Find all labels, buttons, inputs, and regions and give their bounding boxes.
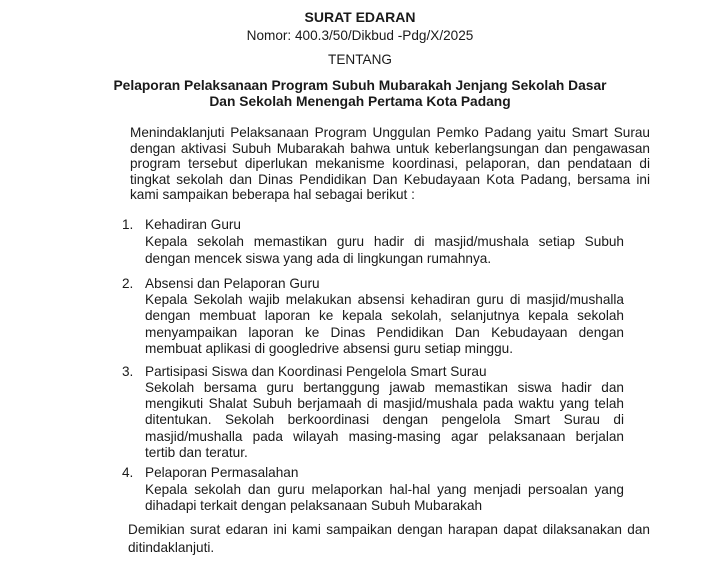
list-item [122,276,624,357]
item-line: ditentukan. Sekolah berkoordinasi dengan pengelola Smart Surau di [145,412,624,428]
item-number: 2. [122,276,134,291]
item-line: masjid/mushalla pada wilayah masing-masing agar pelaksanaan berjalan [145,428,624,444]
item-line: membuat aplikasi di googledrive absensi guru setiap minggu. [145,341,514,357]
document-title: SURAT EDARAN [304,9,416,25]
subject-line: Pelaporan Pelaksanaan Program Subuh Mubarakah Jenjang Sekolah Dasar [113,78,607,93]
paragraph-line: tingkat sekolah dan Dinas Pendidikan Dan Kebudayaan Kota Padang, bersama ini [130,171,650,187]
paragraph-line: program tersebut diperlukan mekanisme koordinasi, pelaporan, dan pendataan di [130,156,650,172]
item-line: dengan mencek siswa yang ada di lingkungan rumahnya. [145,251,492,266]
subject-line: Dan Sekolah Menengah Pertama Kota Padang [209,94,511,109]
item-line: Kepala Sekolah wajib melakukan absensi kehadiran guru di masjid/mushalla [145,292,624,307]
paragraph-line: Menindaklanjuti Pelaksanaan Program Unggulan Pemko Padang yaitu Smart Surau [130,125,650,140]
item-line: Kepala sekolah memastikan guru hadir di masjid/mushala setiap Subuh [145,234,624,249]
item-heading: Absensi dan Pelaporan Guru [145,276,320,291]
intro-paragraph [130,125,650,203]
item-line: tertib dan teratur. [145,444,248,460]
item-heading: Pelaporan Permasalahan [145,465,299,480]
item-number: 1. [122,217,134,232]
paragraph-line: kami sampaikan beberapa hal sebagai berikut : [130,187,415,203]
item-line: dihadapi terkait dengan pelaksanaan Subuh Mubarakah [145,498,483,513]
paragraph-line: Demikian surat edaran ini kami sampaikan dengan harapan dapat dilaksanakan dan [128,522,650,537]
item-line: Kepala sekolah dan guru melaporkan hal-hal yang menjadi persoalan yang [145,482,624,497]
list-item [122,217,624,267]
list-item [122,364,624,460]
paragraph-line: ditindaklanjuti. [128,539,215,555]
closing-paragraph [128,521,650,556]
item-heading: Partisipasi Siswa dan Koordinasi Pengelola Smart Surau [145,364,487,379]
item-line: dengan membuat laporan ke kepala sekolah, selanjutnya kepala sekolah [145,308,624,324]
item-line: mengikuti Shalat Subuh berjamaah di masjid/mushala pada waktu yang telah [145,396,624,412]
about-label: TENTANG [328,52,392,67]
list-item [122,465,624,514]
paragraph-line: dengan aktivasi Subuh Mubarakah bahwa untuk keberlangsungan dan pengawasan [130,140,650,156]
document-number: Nomor: 400.3/50/Dikbud -Pdg/X/2025 [246,28,474,43]
item-number: 3. [122,364,134,379]
item-line: menyampaikan laporan ke Dinas Pendidikan Dan Kebudayaan dengan [145,324,624,340]
item-number: 4. [122,465,134,480]
item-line: Sekolah bersama guru bertanggung jawab memastikan siswa hadir dan [145,380,624,395]
item-heading: Kehadiran Guru [145,217,241,232]
document-subject [100,78,620,110]
